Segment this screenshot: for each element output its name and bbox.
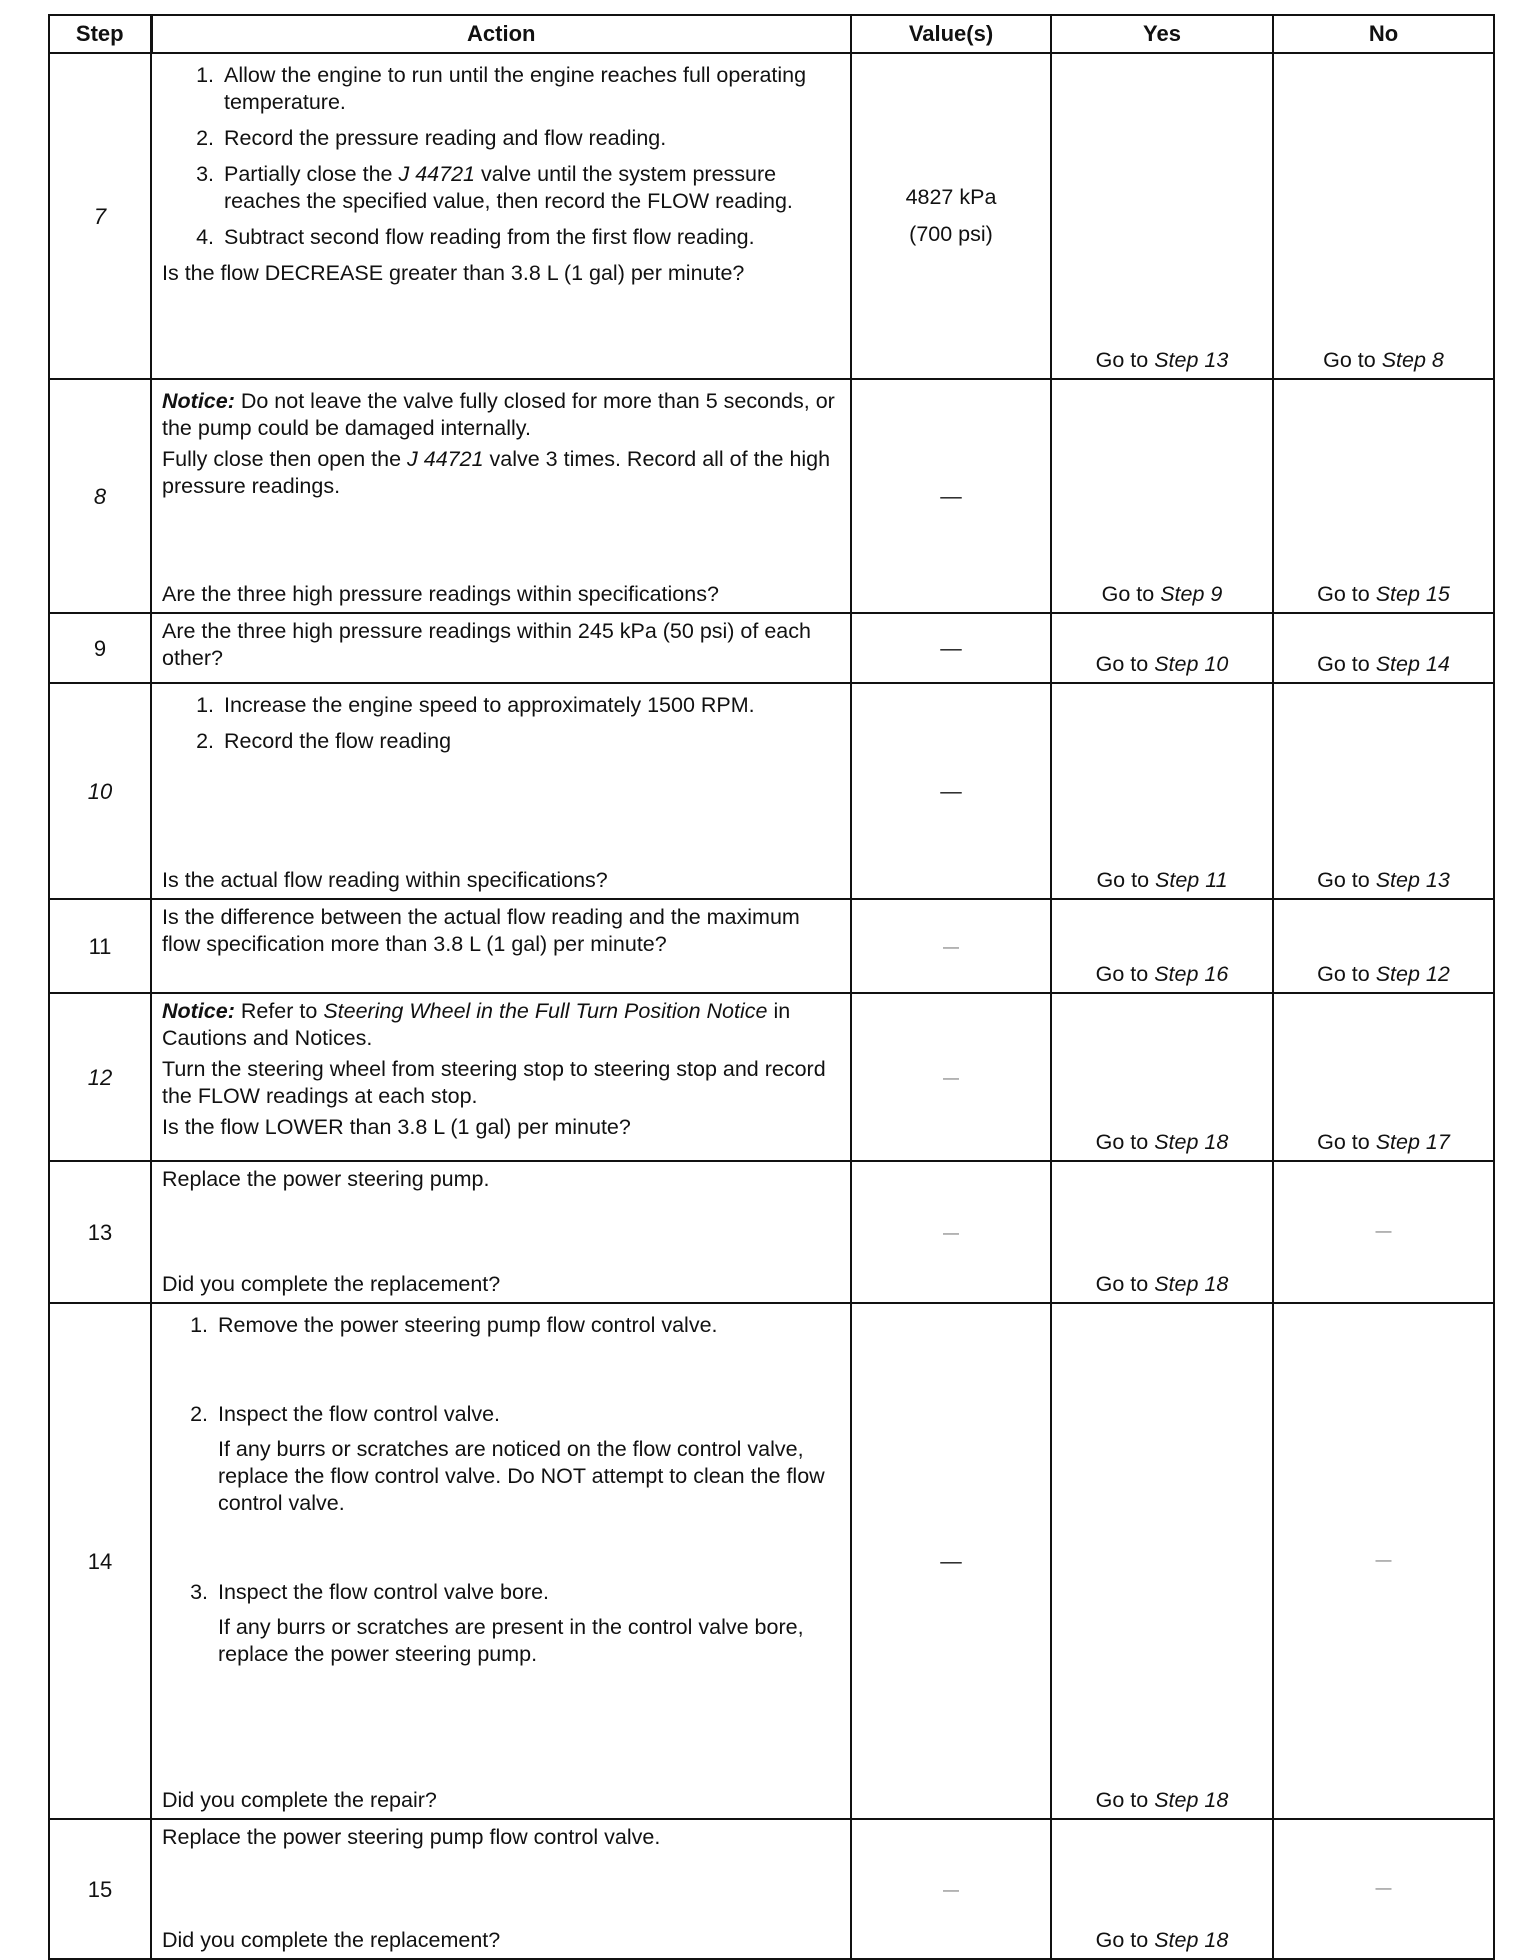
value-kpa: 4827 kPa <box>905 185 997 209</box>
action-cell <box>151 1819 851 1959</box>
table-row-step-15 <box>49 1819 1494 1959</box>
notice-text: Notice: Do not leave the valve fully closed for more than 5 seconds, or the pump could be damaged internally. <box>162 389 835 440</box>
value-psi: (700 psi) <box>909 222 993 246</box>
yes-step-ref: Step 13 <box>1154 348 1229 372</box>
question-text: Did you complete the replacement? <box>162 1928 501 1952</box>
value-cell: — <box>851 993 1051 1161</box>
step-number: 14 <box>49 1303 151 1819</box>
question-text: Did you complete the replacement? <box>162 1272 501 1296</box>
action-cell <box>151 53 851 379</box>
action-cell <box>151 379 851 613</box>
notice-text: Notice: Refer to Steering Wheel in the Full Turn Position Notice in Cautions and Notices. <box>162 999 791 1050</box>
tool-ref: J 44721 <box>398 162 475 186</box>
question-text: Did you complete the repair? <box>162 1788 437 1812</box>
list-item: 4. Subtract second flow reading from the first flow reading. <box>220 224 840 251</box>
value-cell: — <box>851 683 1051 899</box>
action-cell <box>151 613 851 683</box>
step-number: 9 <box>49 613 151 683</box>
yes-cell: Go to Step 18 <box>1051 993 1273 1161</box>
no-cell: — <box>1273 1161 1494 1303</box>
no-cell: Go to Step 17 <box>1273 993 1494 1161</box>
value-cell: — <box>851 379 1051 613</box>
no-cell: — <box>1273 1819 1494 1959</box>
action-cell <box>151 1161 851 1303</box>
step-number: 8 <box>49 379 151 613</box>
question-text: Is the flow DECREASE greater than 3.8 L (1 gal) per minute? <box>162 261 745 285</box>
no-step-ref: Step 8 <box>1381 348 1444 372</box>
no-cell: Go to Step 15 <box>1273 379 1494 613</box>
no-step-ref: Step 14 <box>1375 652 1450 676</box>
notice-reference: Steering Wheel in the Full Turn Position Notice <box>323 999 768 1023</box>
table-header-row <box>49 15 1494 53</box>
table-row-step-13 <box>49 1161 1494 1303</box>
question-text: Is the difference between the actual flow reading and the maximum flow specification more than 3.8 L (1 gal) per minute? <box>162 905 800 956</box>
step-number: 12 <box>49 993 151 1161</box>
table-row-step-10 <box>49 683 1494 899</box>
action-cell <box>151 993 851 1161</box>
yes-cell: Go to Step 18 <box>1051 1303 1273 1819</box>
instruction-text: Turn the steering wheel from steering stop to steering stop and record the FLOW readings at each stop. <box>162 1057 826 1108</box>
yes-step-ref: Step 18 <box>1154 1272 1229 1296</box>
no-cell: — <box>1273 1303 1494 1819</box>
header-no: No <box>1273 15 1494 53</box>
yes-cell: Go to Step 10 <box>1051 613 1273 683</box>
value-cell: — <box>851 613 1051 683</box>
list-item: 2. Record the flow reading <box>220 728 840 755</box>
yes-step-ref: Step 9 <box>1160 582 1223 606</box>
step-number: 10 <box>49 683 151 899</box>
yes-step-ref: Step 18 <box>1154 1928 1229 1952</box>
yes-cell: Go to Step 18 <box>1051 1819 1273 1959</box>
step-number: 7 <box>49 53 151 379</box>
table-row-step-8 <box>49 379 1494 613</box>
yes-step-ref: Step 11 <box>1155 868 1228 892</box>
table-row-step-14 <box>49 1303 1494 1819</box>
value-cell: — <box>851 1161 1051 1303</box>
no-step-ref: Step 15 <box>1375 582 1450 606</box>
list-item: 3. Partially close the J 44721 valve until the system pressure reaches the specified value, then record the FLOW reading. <box>220 161 840 215</box>
no-step-ref: Step 17 <box>1375 1130 1450 1154</box>
no-cell: Go to Step 8 <box>1273 53 1494 379</box>
yes-cell: Go to Step 11 <box>1051 683 1273 899</box>
yes-cell: Go to Step 13 <box>1051 53 1273 379</box>
instruction-text: Replace the power steering pump flow control valve. <box>162 1825 661 1849</box>
question-text: Are the three high pressure readings within specifications? <box>162 582 719 606</box>
step-number: 15 <box>49 1819 151 1959</box>
action-cell <box>151 1303 851 1819</box>
value-cell: — <box>851 1819 1051 1959</box>
notice-label: Notice: <box>162 999 235 1023</box>
no-step-ref: Step 13 <box>1375 868 1450 892</box>
list-item-title: 3. Inspect the flow control valve bore. <box>218 1580 550 1604</box>
instruction-text: Replace the power steering pump. <box>162 1167 490 1191</box>
action-list <box>162 62 840 251</box>
action-cell <box>151 899 851 993</box>
action-cell <box>151 683 851 899</box>
yes-step-ref: Step 10 <box>1154 652 1229 676</box>
no-cell: Go to Step 12 <box>1273 899 1494 993</box>
list-item-detail: If any burrs or scratches are present in the control valve bore, replace the power steering pump. <box>218 1615 804 1666</box>
no-cell: Go to Step 13 <box>1273 683 1494 899</box>
action-list <box>162 1312 840 1668</box>
table-row-step-11 <box>49 899 1494 993</box>
tool-ref: J 44721 <box>407 447 484 471</box>
no-cell: Go to Step 14 <box>1273 613 1494 683</box>
yes-cell: Go to Step 18 <box>1051 1161 1273 1303</box>
table-row-step-12 <box>49 993 1494 1161</box>
step-number: 13 <box>49 1161 151 1303</box>
yes-cell: Go to Step 9 <box>1051 379 1273 613</box>
list-item-detail: If any burrs or scratches are noticed on the flow control valve, replace the flow control valve. Do NOT attempt to clean the flow control valve. <box>218 1437 825 1515</box>
value-cell: — <box>851 1303 1051 1819</box>
notice-label: Notice: <box>162 389 235 413</box>
list-item: 1. Allow the engine to run until the engine reaches full operating temperature. <box>220 62 840 116</box>
list-item: 2. Record the pressure reading and flow reading. <box>220 125 840 152</box>
yes-step-ref: Step 18 <box>1154 1788 1229 1812</box>
instruction-text: Fully close then open the J 44721 valve 3 times. Record all of the high pressure readings. <box>162 447 831 498</box>
question-text: Is the actual flow reading within specifications? <box>162 868 608 892</box>
header-action: Action <box>151 15 851 53</box>
yes-step-ref: Step 18 <box>1154 1130 1229 1154</box>
action-list <box>162 692 840 755</box>
table-row-step-9 <box>49 613 1494 683</box>
header-values: Value(s) <box>851 15 1051 53</box>
header-yes: Yes <box>1051 15 1273 53</box>
table-row-step-7 <box>49 53 1494 379</box>
yes-step-ref: Step 16 <box>1154 962 1229 986</box>
list-item: 1. Increase the engine speed to approximately 1500 RPM. <box>220 692 840 719</box>
diagnostic-table <box>48 14 1495 1960</box>
list-item: 1. Remove the power steering pump flow control valve. <box>214 1312 840 1339</box>
question-text: Is the flow LOWER than 3.8 L (1 gal) per minute? <box>162 1115 631 1139</box>
list-item <box>214 1579 840 1668</box>
step-number: 11 <box>49 899 151 993</box>
value-cell: — <box>851 899 1051 993</box>
yes-cell: Go to Step 16 <box>1051 899 1273 993</box>
value-cell <box>851 53 1051 379</box>
list-item-title: 2. Inspect the flow control valve. <box>218 1402 501 1426</box>
question-text: Are the three high pressure readings within 245 kPa (50 psi) of each other? <box>162 619 811 670</box>
header-step: Step <box>49 15 151 53</box>
no-step-ref: Step 12 <box>1375 962 1450 986</box>
list-item <box>214 1401 840 1517</box>
